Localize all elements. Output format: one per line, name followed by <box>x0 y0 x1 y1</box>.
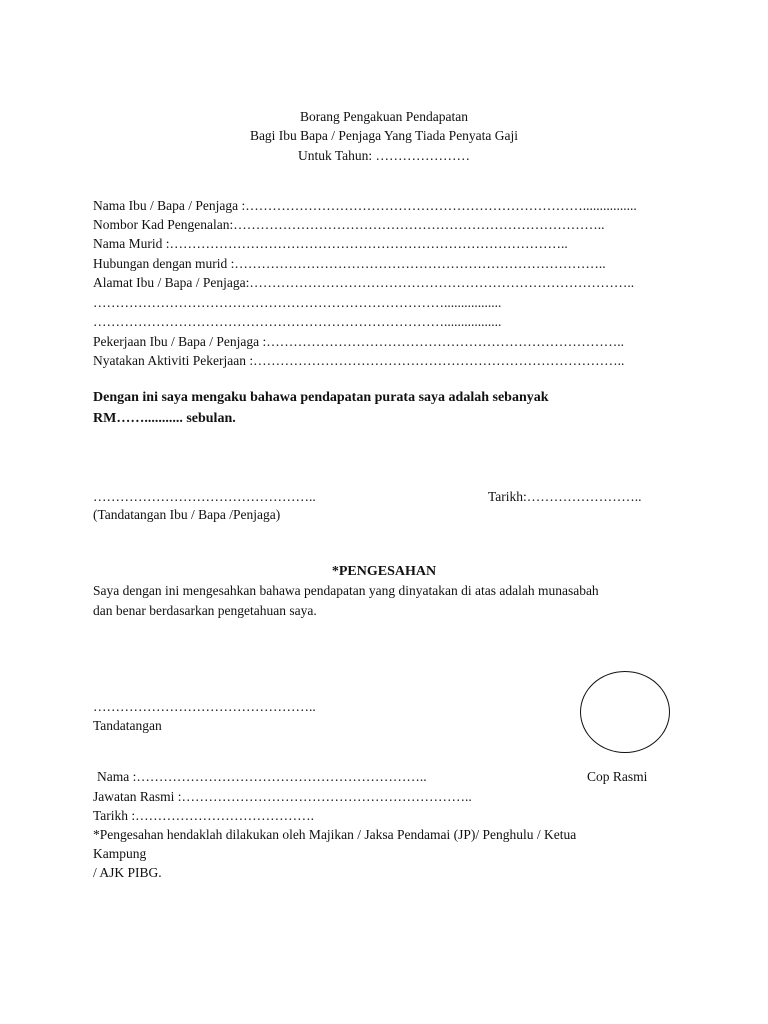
pengesahan-text-1: Saya dengan ini mengesahkan bahawa pendapatan yang dinyatakan di atas adalah munasabah <box>93 583 599 598</box>
pengesahan-note-3: / AJK PIBG. <box>93 865 162 880</box>
nama-penjaga-field: Nama Ibu / Bapa / Penjaga :…………………………………………………………………................ <box>93 198 637 213</box>
parent-signature-label: (Tandatangan Ibu / Bapa /Penjaga) <box>93 507 281 522</box>
alamat-field: Alamat Ibu / Bapa / Penjaga:………………………………………………………………………….. <box>93 275 635 290</box>
official-name-field: Nama :……………………………………………………….. <box>97 769 427 784</box>
declaration-line-2: RM……........... sebulan. <box>93 411 236 426</box>
official-signature-line: ………………………………………….. <box>93 699 316 714</box>
official-date-field: Tarikh :…………………………………. <box>93 808 315 823</box>
kad-pengenalan-field: Nombor Kad Pengenalan:……………………………………………………………………….. <box>93 217 605 232</box>
pengesahan-note-2: Kampung <box>93 846 147 861</box>
pengesahan-text-2: dan benar berdasarkan pengetahuan saya. <box>93 603 317 618</box>
pengesahan-heading: *PENGESAHAN <box>331 564 437 579</box>
pekerjaan-field: Pekerjaan Ibu / Bapa / Penjaga :…………………………………………………………………….. <box>93 334 624 349</box>
jawatan-field: Jawatan Rasmi :……………………………………………………….. <box>93 789 472 804</box>
form-title: Borang Pengakuan Pendapatan <box>300 109 468 124</box>
cop-rasmi-label: Cop Rasmi <box>587 769 648 784</box>
pengesahan-note-1: *Pengesahan hendaklah dilakukan oleh Majikan / Jaksa Pendamai (JP)/ Penghulu / Ketua <box>93 827 577 842</box>
declaration-line-1: Dengan ini saya mengaku bahawa pendapatan purata saya adalah sebanyak <box>93 390 549 405</box>
form-subtitle: Bagi Ibu Bapa / Penjaga Yang Tiada Penyata Gaji <box>249 128 519 143</box>
hubungan-field: Hubungan dengan murid :……………………………………………………………………….. <box>93 256 606 271</box>
year-field: Untuk Tahun: ………………… <box>297 148 471 163</box>
parent-date-field: Tarikh:…………………….. <box>488 489 642 504</box>
aktiviti-field: Nyatakan Aktiviti Pekerjaan :……………………………………………………………………….. <box>93 353 625 368</box>
official-signature-label: Tandatangan <box>93 718 162 733</box>
alamat-line-2: ……………………………………………………………………................. <box>93 295 502 310</box>
nama-murid-field: Nama Murid :…………………………………………………………………………….. <box>93 236 568 251</box>
alamat-line-3: ……………………………………………………………………................. <box>93 314 502 329</box>
parent-signature-line: ………………………………………….. <box>93 489 316 504</box>
official-stamp-circle <box>580 671 670 753</box>
